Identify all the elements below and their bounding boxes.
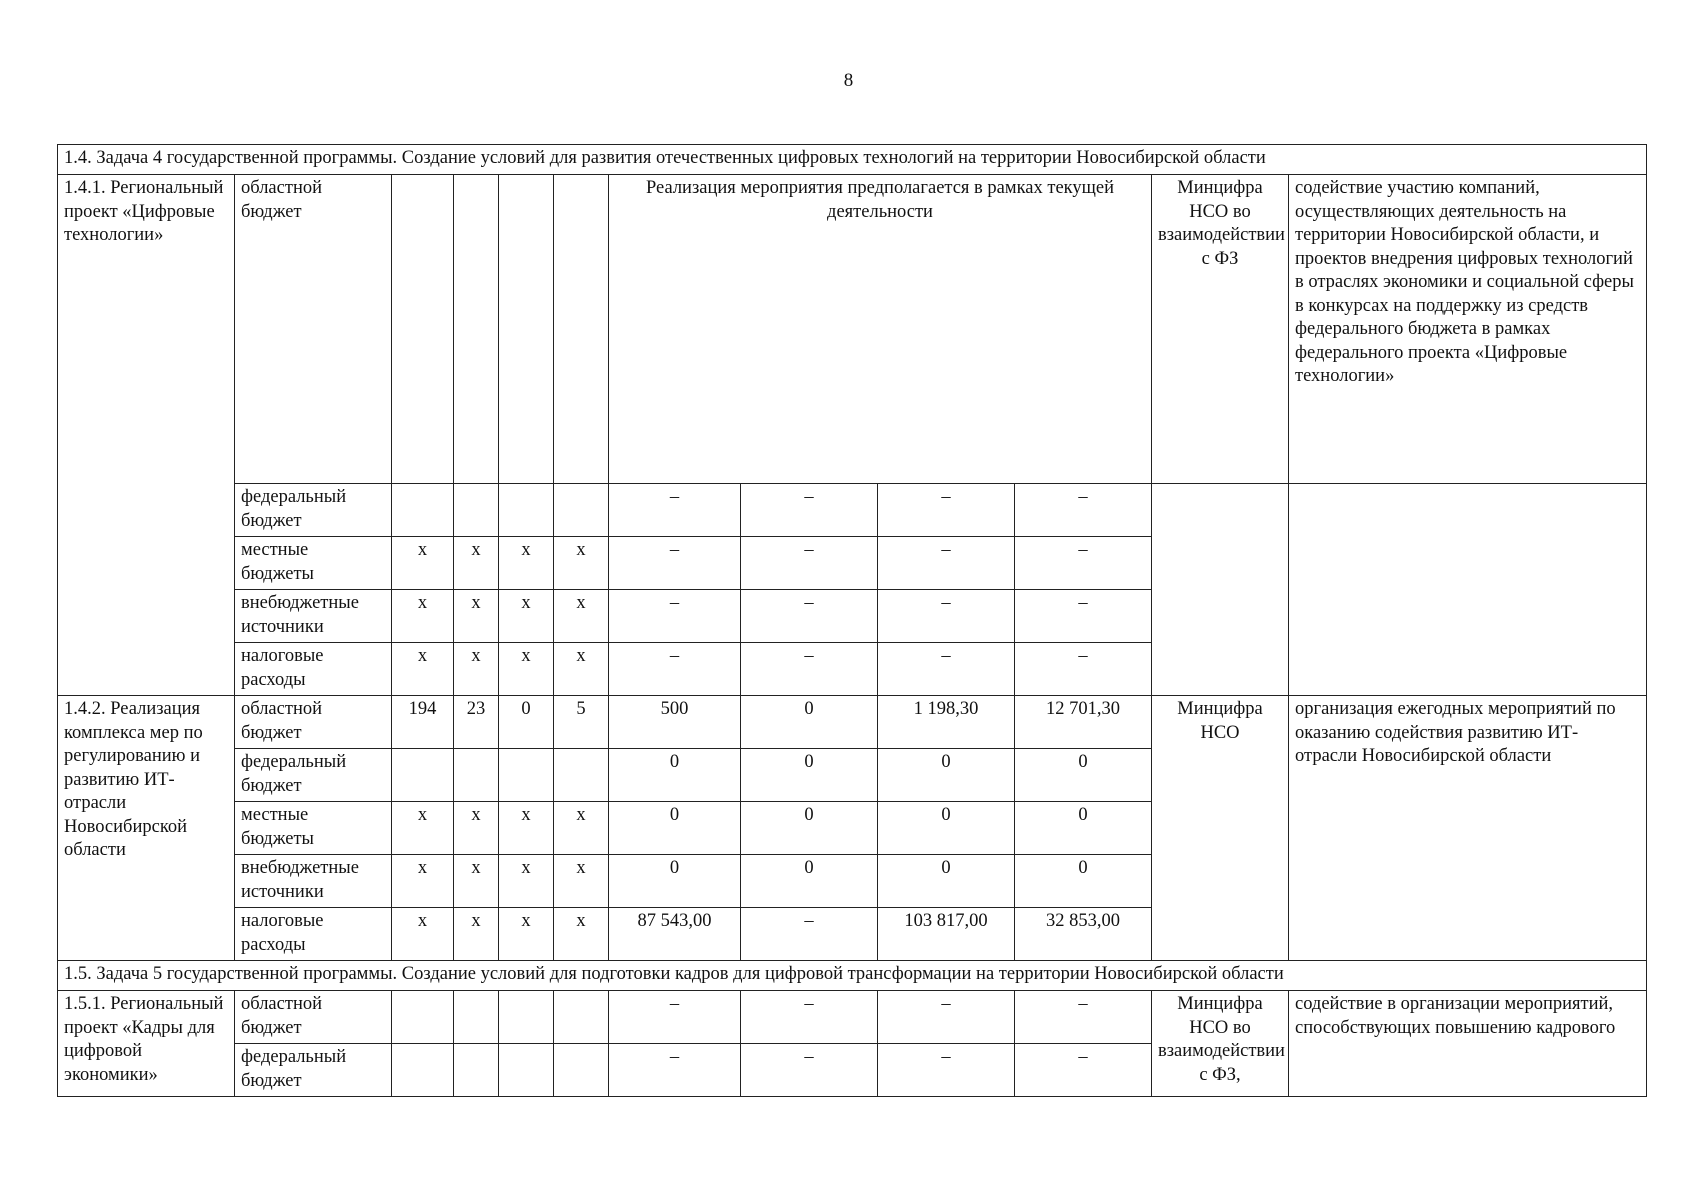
cell-value: – bbox=[741, 484, 878, 537]
source-label: областной бюджет bbox=[235, 175, 392, 484]
row151-result: содействие в организации мероприятий, способствующих повышению кадрового bbox=[1289, 991, 1647, 1097]
cell-value: х bbox=[499, 590, 554, 643]
row142-title: 1.4.2. Реализация комплекса мер по регулированию и развитию ИТ-отрасли Новосибирской области bbox=[58, 696, 235, 961]
table-row bbox=[58, 175, 1647, 484]
cell-value: х bbox=[554, 855, 609, 908]
source-label: местные бюджеты bbox=[235, 537, 392, 590]
cell-value: 0 bbox=[499, 696, 554, 749]
row141-result: содействие участию компаний, осуществляющих деятельность на территории Новосибирской области, и проектов внедрения цифровых технологий в отраслях экономики и социальной сферы в конкурсах на поддержку из средств федерального бюджета в рамках федерального проекта «Цифровые технологии» bbox=[1289, 175, 1647, 484]
cell-value: 5 bbox=[554, 696, 609, 749]
row141-merged-note: Реализация мероприятия предполагается в рамках текущей деятельности bbox=[609, 175, 1152, 484]
cell-value: – bbox=[878, 643, 1015, 696]
program-table bbox=[57, 144, 1647, 1097]
cell-value: 103 817,00 bbox=[878, 908, 1015, 961]
source-label: федеральный бюджет bbox=[235, 749, 392, 802]
cell-value: 23 bbox=[454, 696, 499, 749]
cell-value: – bbox=[741, 991, 878, 1044]
cell-value: х bbox=[554, 537, 609, 590]
source-label: внебюджетные источники bbox=[235, 590, 392, 643]
cell-value: – bbox=[878, 590, 1015, 643]
cell-value: 194 bbox=[392, 696, 454, 749]
cell-value: 0 bbox=[878, 749, 1015, 802]
cell-value: 12 701,30 bbox=[1015, 696, 1152, 749]
cell-value: – bbox=[1015, 991, 1152, 1044]
cell-value: – bbox=[741, 908, 878, 961]
row142-executor: Минцифра НСО bbox=[1152, 696, 1289, 961]
cell-value: х bbox=[554, 908, 609, 961]
cell-value: 1 198,30 bbox=[878, 696, 1015, 749]
cell-value: – bbox=[609, 1044, 741, 1097]
cell-value: – bbox=[609, 484, 741, 537]
cell-value: 0 bbox=[1015, 855, 1152, 908]
source-label: областной бюджет bbox=[235, 991, 392, 1044]
cell-value: – bbox=[609, 991, 741, 1044]
cell-value: х bbox=[392, 802, 454, 855]
row141-executor: Минцифра НСО во взаимодействии с ФЗ bbox=[1152, 175, 1289, 484]
source-label: налоговые расходы bbox=[235, 908, 392, 961]
row141-title: 1.4.1. Региональный проект «Цифровые технологии» bbox=[58, 175, 235, 696]
cell-value: 0 bbox=[741, 855, 878, 908]
row151-title: 1.5.1. Региональный проект «Кадры для цифровой экономики» bbox=[58, 991, 235, 1097]
cell-value: х bbox=[392, 855, 454, 908]
cell-value: 500 bbox=[609, 696, 741, 749]
cell-value: х bbox=[499, 643, 554, 696]
table-row bbox=[58, 991, 1647, 1044]
cell-value: х bbox=[499, 908, 554, 961]
cell-value: – bbox=[878, 991, 1015, 1044]
cell-value: – bbox=[741, 590, 878, 643]
cell-value: х bbox=[554, 643, 609, 696]
cell-value: – bbox=[741, 643, 878, 696]
table-row bbox=[58, 484, 1647, 537]
cell-value: – bbox=[1015, 1044, 1152, 1097]
cell-value: 32 853,00 bbox=[1015, 908, 1152, 961]
source-label: внебюджетные источники bbox=[235, 855, 392, 908]
cell-value: – bbox=[609, 590, 741, 643]
source-label: налоговые расходы bbox=[235, 643, 392, 696]
cell-value: 0 bbox=[741, 749, 878, 802]
cell-value: 0 bbox=[878, 802, 1015, 855]
cell-value: – bbox=[741, 537, 878, 590]
cell-value: х bbox=[499, 802, 554, 855]
source-label: областной бюджет bbox=[235, 696, 392, 749]
row151-executor: Минцифра НСО во взаимодействии с ФЗ, bbox=[1152, 991, 1289, 1097]
cell-value: х bbox=[392, 908, 454, 961]
task4-header: 1.4. Задача 4 государственной программы. Создание условий для развития отечественных цифровых технологий на территории Новосибирской области bbox=[58, 145, 1647, 175]
cell-value: – bbox=[878, 1044, 1015, 1097]
cell-value: – bbox=[1015, 590, 1152, 643]
cell-value: х bbox=[454, 643, 499, 696]
cell-value: – bbox=[878, 484, 1015, 537]
cell-value: х bbox=[499, 537, 554, 590]
cell-value: 0 bbox=[878, 855, 1015, 908]
table-row bbox=[58, 961, 1647, 991]
cell-value: х bbox=[454, 590, 499, 643]
cell-value: – bbox=[1015, 643, 1152, 696]
cell-value: 0 bbox=[741, 696, 878, 749]
cell-value: х bbox=[554, 590, 609, 643]
cell-value: – bbox=[1015, 537, 1152, 590]
cell-value: 0 bbox=[1015, 802, 1152, 855]
cell-value: х bbox=[454, 908, 499, 961]
page-number: 8 bbox=[843, 70, 854, 91]
source-label: местные бюджеты bbox=[235, 802, 392, 855]
cell-value: – bbox=[1015, 484, 1152, 537]
table-row bbox=[58, 145, 1647, 175]
cell-value: 0 bbox=[741, 802, 878, 855]
cell-value: – bbox=[609, 643, 741, 696]
cell-value: х bbox=[392, 590, 454, 643]
cell-value: – bbox=[609, 537, 741, 590]
cell-value: х bbox=[392, 537, 454, 590]
cell-value: 0 bbox=[1015, 749, 1152, 802]
cell-value: 0 bbox=[609, 749, 741, 802]
table-row bbox=[58, 696, 1647, 749]
cell-value: 0 bbox=[609, 802, 741, 855]
cell-value: х bbox=[499, 855, 554, 908]
cell-value: – bbox=[878, 537, 1015, 590]
cell-value: 87 543,00 bbox=[609, 908, 741, 961]
cell-value: х bbox=[392, 643, 454, 696]
cell-value: х bbox=[454, 855, 499, 908]
cell-value: х bbox=[454, 802, 499, 855]
source-label: федеральный бюджет bbox=[235, 484, 392, 537]
task5-header: 1.5. Задача 5 государственной программы. Создание условий для подготовки кадров для цифровой трансформации на территории Новосибирской области bbox=[58, 961, 1647, 991]
cell-value: 0 bbox=[609, 855, 741, 908]
row142-result: организация ежегодных мероприятий по оказанию содействия развитию ИТ-отрасли Новосибирской области bbox=[1289, 696, 1647, 961]
cell-value: х bbox=[454, 537, 499, 590]
cell-value: х bbox=[554, 802, 609, 855]
source-label: федеральный бюджет bbox=[235, 1044, 392, 1097]
cell-value: – bbox=[741, 1044, 878, 1097]
